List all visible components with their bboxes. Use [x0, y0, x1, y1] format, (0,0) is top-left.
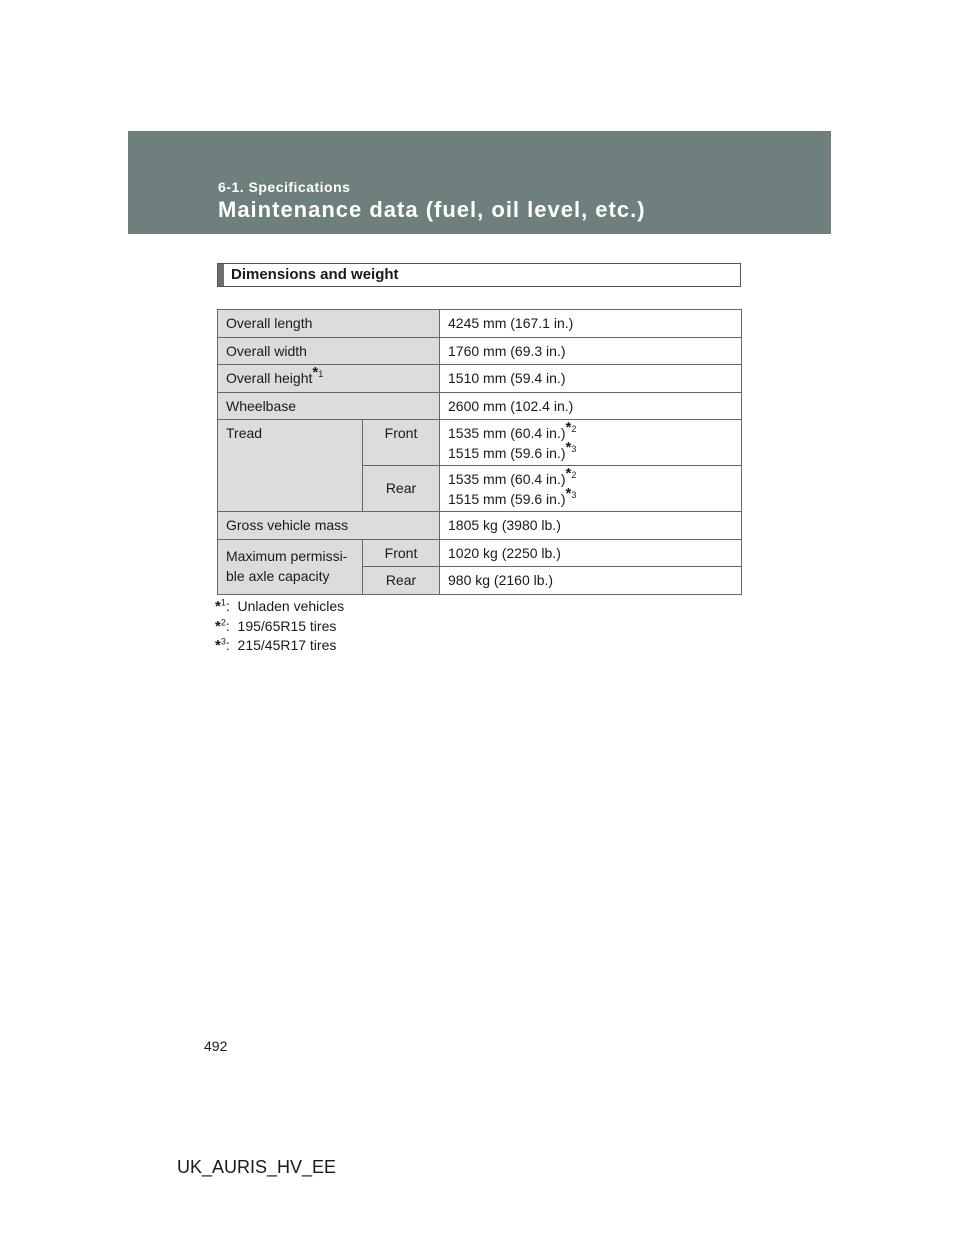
footnote-ref: *3	[565, 485, 577, 503]
tread-front-label: Front	[363, 420, 440, 466]
heading-marker	[218, 264, 224, 286]
footnote-ref: *2	[565, 465, 577, 483]
overall-length-value: 4245 mm (167.1 in.)	[440, 310, 742, 338]
footnote-ref: *2	[565, 419, 577, 437]
overall-length-label: Overall length	[218, 310, 440, 338]
axle-capacity-label-line1: Maximum permissi-	[226, 548, 348, 564]
tread-label: Tread	[218, 420, 363, 512]
overall-width-label: Overall width	[218, 338, 440, 365]
overall-height-value: 1510 mm (59.4 in.)	[440, 365, 742, 393]
overall-height-label	[218, 365, 440, 393]
overall-width-value: 1760 mm (69.3 in.)	[440, 338, 742, 365]
table-row	[218, 512, 742, 540]
section-heading	[217, 263, 741, 287]
axle-front-label: Front	[363, 540, 440, 567]
dimensions-table	[217, 309, 742, 595]
footnote-3: *$^3$: 215/45R17 tires	[215, 636, 337, 654]
chapter-header	[128, 131, 831, 234]
axle-rear-label: Rear	[363, 567, 440, 595]
footnote-ref: *3	[565, 439, 577, 457]
table-row	[218, 338, 742, 365]
section-heading-text: Dimensions and weight	[231, 266, 399, 283]
axle-front-value: 1020 kg (2250 lb.)	[440, 540, 742, 567]
document-code: UK_AURIS_HV_EE	[177, 1157, 337, 1177]
footnotes	[215, 597, 344, 656]
wheelbase-label: Wheelbase	[218, 393, 440, 420]
page-title: Maintenance data (fuel, oil level, etc.)	[218, 197, 646, 222]
table-row	[218, 540, 742, 567]
wheelbase-value: 2600 mm (102.4 in.)	[440, 393, 742, 420]
page-number: 492	[204, 1038, 228, 1054]
gross-vehicle-mass-value: 1805 kg (3980 lb.)	[440, 512, 742, 540]
footnote-2: *$^2$: 195/65R15 tires	[215, 616, 337, 635]
table-row	[218, 365, 742, 393]
axle-capacity-label	[218, 540, 363, 595]
tread-rear-label: Rear	[363, 466, 440, 512]
tread-rear-line1: 1535 mm (60.4 in.)	[448, 471, 566, 487]
axle-capacity-label-line2: ble axle capacity	[226, 568, 330, 584]
axle-rear-value: 980 kg (2160 lb.)	[440, 567, 742, 595]
tread-rear-value	[440, 466, 742, 512]
tread-front-value	[440, 420, 742, 466]
footnote-1: *$^1$: Unladen vehicles	[215, 597, 345, 615]
tread-rear-line2: 1515 mm (59.6 in.)	[448, 491, 566, 507]
table-row	[218, 310, 742, 338]
footnote-ref: *1	[312, 364, 324, 382]
table-row	[218, 393, 742, 420]
overall-height-label-text: Overall height	[226, 370, 313, 386]
table-row	[218, 420, 742, 466]
gross-vehicle-mass-label: Gross vehicle mass	[218, 512, 440, 540]
tread-front-line2: 1515 mm (59.6 in.)	[448, 445, 566, 461]
section-label: 6-1. Specifications	[218, 179, 351, 195]
tread-front-line1: 1535 mm (60.4 in.)	[448, 425, 566, 441]
